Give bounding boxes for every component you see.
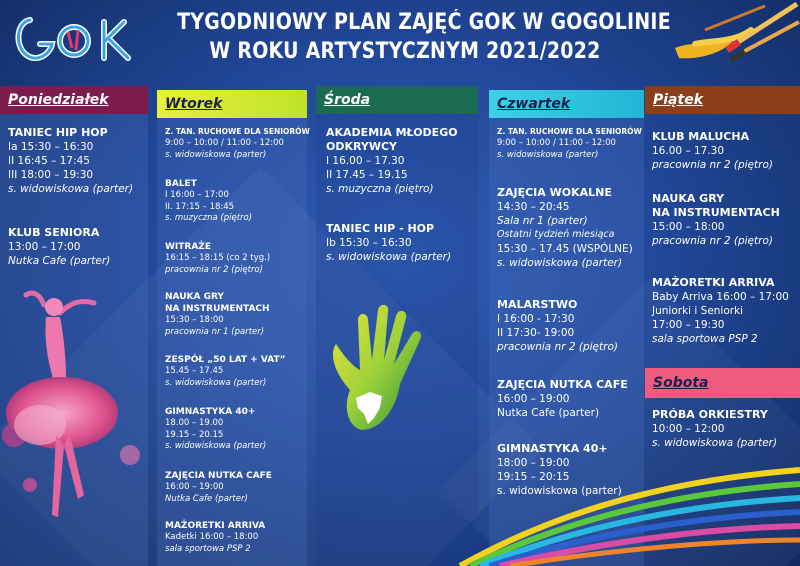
activity-block	[165, 354, 286, 389]
activity-location: s. widowiskowa (parter)	[497, 149, 599, 160]
activity-title: GIMNASTYKA 40+	[497, 442, 608, 455]
activity-title: NAUKA GRY	[165, 292, 224, 302]
activity-line: Ib 15:30 – 16:30	[326, 237, 412, 249]
activity-line: II 17.45 – 19.15	[326, 169, 408, 181]
activity-block	[497, 186, 633, 270]
activity-location: s. muzyczna (piętro)	[326, 183, 434, 195]
activity-line: 10:00 – 12:00	[652, 423, 725, 435]
activity-line: 16.00 – 17.30	[652, 145, 725, 157]
activity-block	[165, 291, 270, 338]
activity-note: Ostatni tydzień miesiąca	[497, 229, 615, 240]
activity-title: ZAJĘCIA NUTKA CAFE	[165, 471, 272, 481]
activity-block	[652, 130, 773, 172]
day-header-wtorek: Wtorek	[157, 90, 307, 118]
activity-location: sala sportowa PSP 2	[652, 333, 758, 345]
title-line-2: W ROKU ARTYSTYCZNYM 2021/2022	[209, 39, 601, 64]
activity-line: I 16.00 – 17.30	[326, 155, 405, 167]
activity-line: 18.00 – 19.00	[165, 418, 224, 428]
activity-title-2: ODKRYWCY	[326, 140, 398, 153]
activity-line: 19.15 – 20.15	[165, 429, 224, 440]
activity-block	[497, 442, 622, 498]
activity-title: TANIEC HIP HOP	[8, 126, 108, 139]
day-header-czwartek: Czwartek	[489, 90, 644, 118]
activity-location: pracownia nr 2 (piętro)	[497, 341, 618, 353]
activity-line: 17:00 – 19:30	[652, 319, 725, 331]
activity-line: I 16:00 – 17:00	[165, 190, 229, 200]
activity-location: pracownia nr 1 (parter)	[165, 326, 265, 337]
activity-title: AKADEMIA MŁODEGO	[326, 126, 458, 139]
activity-line: 19:15 – 20:15	[497, 471, 570, 483]
title-line-1: TYGODNIOWY PLAN ZAJĘĆ GOK W GOGOLINIE	[177, 10, 671, 35]
activity-block	[497, 126, 642, 161]
activity-block	[165, 470, 272, 505]
activity-block	[165, 241, 270, 276]
activity-location: s. widowiskowa (parter)	[165, 441, 267, 451]
activity-title: ZESPÓŁ „50 LAT + VAT”	[165, 355, 286, 365]
activity-line: 9:00 – 10:00 / 11:00 - 12:00	[165, 138, 284, 148]
activity-title-2: NA INSTRUMENTACH	[165, 304, 270, 314]
activity-location: Nutka Cafe (parter)	[8, 255, 111, 267]
activity-block	[326, 222, 451, 264]
activity-line: 15.45 – 17.45	[165, 366, 224, 376]
activity-title: ZAJĘCIA WOKALNE	[497, 186, 612, 199]
activity-line: Baby Arriva 16:00 – 17:00	[652, 291, 789, 303]
activity-location: sala sportowa PSP 2	[165, 543, 251, 554]
activity-title: GIMNASTYKA 40+	[165, 407, 256, 417]
activity-title: WITRAŻE	[165, 242, 211, 252]
activity-block	[165, 126, 310, 161]
activity-block	[326, 126, 458, 196]
day-header-sroda: Środa	[316, 86, 478, 114]
activity-line: 16:15 – 18:15 (co 2 tyg.)	[165, 253, 271, 263]
activity-line: Ia 15:30 – 16:30	[8, 141, 94, 153]
activity-line: Juniorki i Seniorki	[652, 305, 744, 317]
activity-line: III 18:00 – 19:30	[8, 169, 94, 181]
activity-block	[497, 298, 618, 354]
activity-line: II. 17:15 – 18:45	[165, 201, 235, 212]
activity-block	[652, 192, 780, 248]
activity-title: MAŻORETKI ARRIVA	[165, 521, 266, 531]
activity-line: II 17:30- 19:00	[497, 327, 575, 339]
activity-title: Z. TAN. RUCHOWE DLA SENIORÓW	[497, 127, 642, 136]
activity-location: pracownia nr 2 (piętro)	[165, 264, 263, 275]
activity-line: 15:00 – 18:00	[652, 221, 725, 233]
painted-hand-illustration	[322, 300, 442, 450]
activity-title: KLUB SENIORA	[8, 226, 100, 239]
activity-title: Z. TAN. RUCHOWE DLA SENIORÓW	[165, 127, 310, 136]
activity-block	[497, 378, 628, 420]
activity-location: s. widowiskowa (parter)	[8, 183, 134, 195]
activity-location: Sala nr 1 (parter)	[497, 215, 588, 227]
activity-line: 15:30 – 17.45 (WSPÓLNE)	[497, 243, 633, 255]
activity-location: s. widowiskowa (parter)	[497, 485, 622, 497]
activity-location: s. widowiskowa (parter)	[326, 251, 452, 263]
activity-block	[8, 226, 110, 268]
activity-title: PRÓBA ORKIESTRY	[652, 408, 768, 421]
activity-location: s. widowiskowa (parter)	[165, 377, 267, 388]
ballerina-illustration	[0, 285, 150, 545]
activity-line: 16:00 – 19:00	[497, 393, 570, 405]
activity-location: Nutka Cafe (parter)	[165, 493, 248, 504]
activity-title: BALET	[165, 179, 197, 189]
activity-title: MAŻORETKI ARRIVA	[652, 276, 775, 289]
activity-block	[165, 406, 266, 453]
day-header-sobota: Sobota	[645, 368, 800, 398]
activity-location: pracownia nr 2 (piętro)	[652, 159, 773, 171]
activity-location: pracownia nr 2 (piętro)	[652, 235, 773, 247]
day-header-piatek: Piątek	[645, 86, 800, 114]
activity-location: s. widowiskowa (parter)	[165, 149, 267, 160]
activity-block	[165, 520, 265, 555]
activity-title: MALARSTWO	[497, 298, 578, 311]
activity-location: s. muzyczna (piętro)	[165, 213, 253, 223]
activity-block	[165, 178, 252, 225]
activity-title: TANIEC HIP - HOP	[326, 222, 435, 235]
day-header-poniedzialek: Poniedziałek	[0, 86, 148, 114]
activity-title: KLUB MALUCHA	[652, 130, 750, 143]
activity-line: 15:30 – 18:00	[165, 315, 224, 325]
activity-location: Nutka Cafe (parter)	[497, 407, 600, 419]
activity-block	[652, 276, 789, 346]
activity-line: 13:00 – 17:00	[8, 241, 81, 253]
activity-title: NAUKA GRY	[652, 192, 725, 205]
activity-line: II 16:45 – 17:45	[8, 155, 90, 167]
activity-line: 18:00 – 19:00	[497, 457, 570, 469]
activity-line: I 16:00 - 17:30	[497, 313, 575, 325]
activity-title: ZAJĘCIA NUTKA CAFE	[497, 378, 628, 391]
gok-logo	[8, 8, 158, 68]
activity-title-2: NA INSTRUMENTACH	[652, 206, 780, 219]
activity-line: 14:30 – 20:45	[497, 201, 570, 213]
activity-location: s. widowiskowa (parter)	[652, 437, 778, 449]
activity-block	[652, 408, 777, 450]
page-title	[177, 8, 671, 66]
activity-line: 16:00 – 19:00	[165, 482, 224, 492]
activity-location: s. widowiskowa (parter)	[497, 257, 623, 269]
activity-line: 9:00 – 10:00 / 11:00 - 12:00	[497, 138, 616, 148]
activity-block	[8, 126, 133, 196]
activity-line: Kadetki 16:00 – 18:00	[165, 532, 259, 542]
paint-brushes-icon	[665, 0, 800, 80]
